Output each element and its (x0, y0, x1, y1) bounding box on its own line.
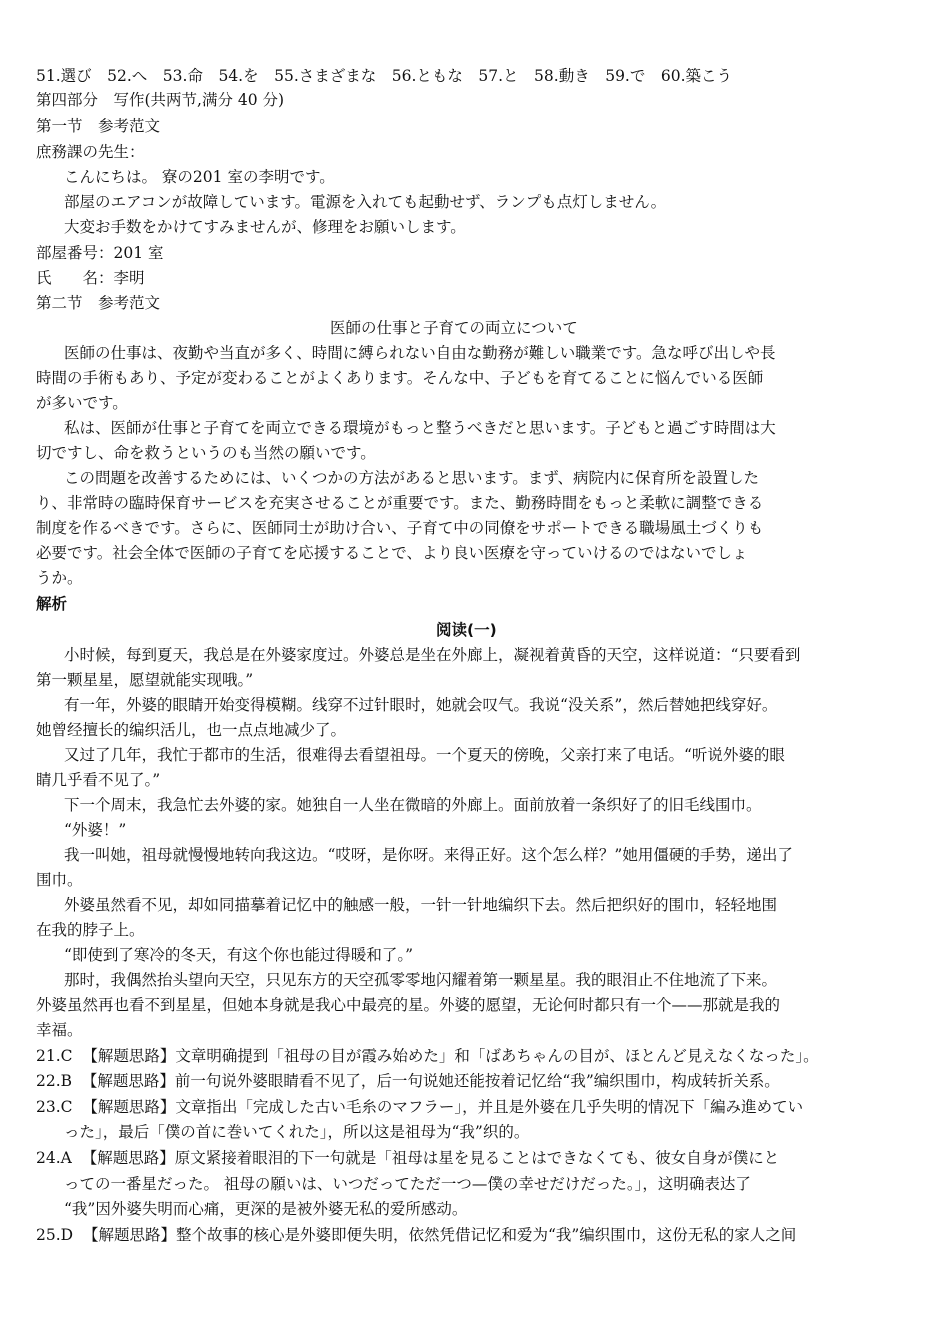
answer-tag: 【解题思路】 (81, 1072, 175, 1090)
story-line: 围巾。 (36, 871, 83, 889)
essay-line: うか。 (36, 569, 83, 587)
story-line: 有一年，外婆的眼睛开始变得模糊。线穿不过针眼时，她就会叹气。我说“没关系”，然后替她把线穿好。 (64, 696, 778, 714)
story-line: 下一个周末，我急忙去外婆的家。她独自一人坐在微暗的外廊上。面前放着一条织好了的旧毛线围巾。 (64, 796, 762, 814)
answer-number: 24.A (36, 1149, 72, 1167)
answer-tag: 【解题思路】 (82, 1226, 176, 1244)
essay-line: 医師の仕事は、夜勤や当直が多く、時間に縛られない自由な勤務が難しい職業です。急な呼び出しや長 (64, 344, 776, 362)
letter-salutation: 庶務課の先生： (36, 143, 145, 161)
letter-room-number: 部屋番号：201 室 (36, 244, 164, 262)
essay-line: り、非常時の臨時保育サービスを充実させることが重要です。また、勤務時間をもっと柔軟に調整できる (36, 494, 764, 512)
essay-line: 必要です。社会全体で医師の子育てを応援することで、より良い医療を守っていけるのではないでしょ (36, 544, 748, 562)
answer-tag: 【解题思路】 (82, 1047, 176, 1065)
essay-line: この問題を改善するためには、いくつかの方法があると思います。まず、病院内に保育所を設置した (64, 469, 760, 487)
answer-number: 22.B (36, 1072, 73, 1090)
essay-line: 制度を作るべきです。さらに、医師同士が助け合い、子育て中の同僚をサポートできる職場風土づくりも (36, 519, 764, 537)
answer-21 (36, 1044, 819, 1068)
answer-24-cont: っての一番星だった。 祖母の願いは、いつだってただ一つ—僕の幸せだけだった。」，这明确表达了 (64, 1175, 751, 1193)
answer-number: 21.C (36, 1047, 73, 1065)
story-line: 在我的脖子上。 (36, 921, 145, 939)
essay-line: 時間の手術もあり、予定が変わることがよくあります。そんな中、子どもを育てることに悩んでいる医師 (36, 369, 764, 387)
answer-23 (36, 1095, 803, 1119)
answer-23-cont: った」，最后「僕の首に巻いてくれた」，所以这是祖母为“我”织的。 (64, 1123, 530, 1141)
story-line: 幸福。 (36, 1021, 83, 1039)
answer-25 (36, 1223, 796, 1247)
reading-title: 阅读(一) (436, 621, 497, 639)
story-line: 第一颗星星，愿望就能实现哦。” (36, 671, 254, 689)
answer-text: 文章明确提到「祖母の目が霞み始めた」和「ばあちゃんの目が、ほとんど見えなくなった」。 (175, 1047, 819, 1065)
story-line: “外婆！” (64, 821, 127, 839)
essay-line: 私は、医師が仕事と子育てを両立できる環境がもっと整うべきだと思います。子どもと過ごす時間は大 (64, 419, 776, 437)
section1-title: 第一节 参考范文 (36, 117, 161, 135)
essay-line: が多いです。 (36, 394, 128, 412)
story-line: 外婆虽然看不见，却如同描摹着记忆中的触感一般，一针一针地编织下去。然后把织好的围巾，轻轻地围 (64, 896, 778, 914)
story-line: 又过了几年，我忙于都市的生活，很难得去看望祖母。一个夏天的傍晚，父亲打来了电话。“听说外婆的眼 (64, 746, 785, 764)
writing-heading: 第四部分 写作(共两节,满分 40 分) (36, 91, 285, 109)
answer-22 (36, 1069, 780, 1093)
letter-paragraph-1: こんにちは。 寮の201 室の李明です。 (64, 168, 335, 186)
letter-paragraph-3: 大変お手数をかけてすみませんが、修理をお願いします。 (64, 218, 466, 236)
story-line: 她曾经擅长的编织活儿，也一点点地减少了。 (36, 721, 347, 739)
answer-text: 整个故事的核心是外婆即便失明，依然凭借记忆和爱为“我”编织围巾，这份无私的家人之间 (175, 1226, 797, 1244)
answer-tag: 【解题思路】 (81, 1149, 175, 1167)
letter-name: 氏 名：李明 (36, 269, 145, 287)
answer-text: 前一句说外婆眼睛看不见了，后一句说她还能按着记忆给“我”编织围巾，构成转折关系。 (174, 1072, 780, 1090)
story-line: “即使到了寒冷的冬天，有这个你也能过得暖和了。” (64, 946, 414, 964)
story-line: 我一叫她，祖母就慢慢地转向我这边。“哎呀，是你呀。来得正好。这个怎么样？”她用僵硬的手势，递出了 (64, 846, 793, 864)
analysis-heading: 解析 (36, 595, 68, 613)
answer-number: 23.C (36, 1098, 73, 1116)
essay-title: 医師の仕事と子育ての両立について (330, 319, 578, 337)
letter-paragraph-2: 部屋のエアコンが故障しています。電源を入れても起動せず、ランプも点灯しません。 (64, 193, 667, 211)
essay-line: 切ですし、命を救うというのも当然の願いです。 (36, 444, 376, 462)
story-line: 外婆虽然再也看不到星星，但她本身就是我心中最亮的星。外婆的愿望，无论何时都只有一个——那就是我的 (36, 996, 781, 1014)
answer-tag: 【解题思路】 (82, 1098, 176, 1116)
story-line: 睛几乎看不见了。” (36, 771, 161, 789)
answer-24-cont: “我”因外婆失明而心痛，更深的是被外婆无私的爱所感动。 (64, 1200, 468, 1218)
answer-key-line: 51.選び 52.へ 53.命 54.を 55.さまざまな 56.ともな 57.と 58.動き 59.で 60.築こう (36, 67, 733, 85)
answer-number: 25.D (36, 1226, 74, 1244)
answer-text: 原文紧接着眼泪的下一句就是「祖母は星を見ることはできなくても、彼女自身が僕にと (174, 1149, 780, 1167)
answer-24 (36, 1146, 779, 1170)
story-line: 那时，我偶然抬头望向天空，只见东方的天空孤零零地闪耀着第一颗星星。我的眼泪止不住地流了下来。 (64, 971, 778, 989)
story-line: 小时候，每到夏天，我总是在外婆家度过。外婆总是坐在外廊上，凝视着黄昏的天空，这样说道：“只要看到 (64, 646, 801, 664)
answer-text: 文章指出「完成した古い毛糸のマフラー」，并且是外婆在几乎失明的情况下「編み進めてい (175, 1098, 804, 1116)
section2-title: 第二节 参考范文 (36, 294, 161, 312)
